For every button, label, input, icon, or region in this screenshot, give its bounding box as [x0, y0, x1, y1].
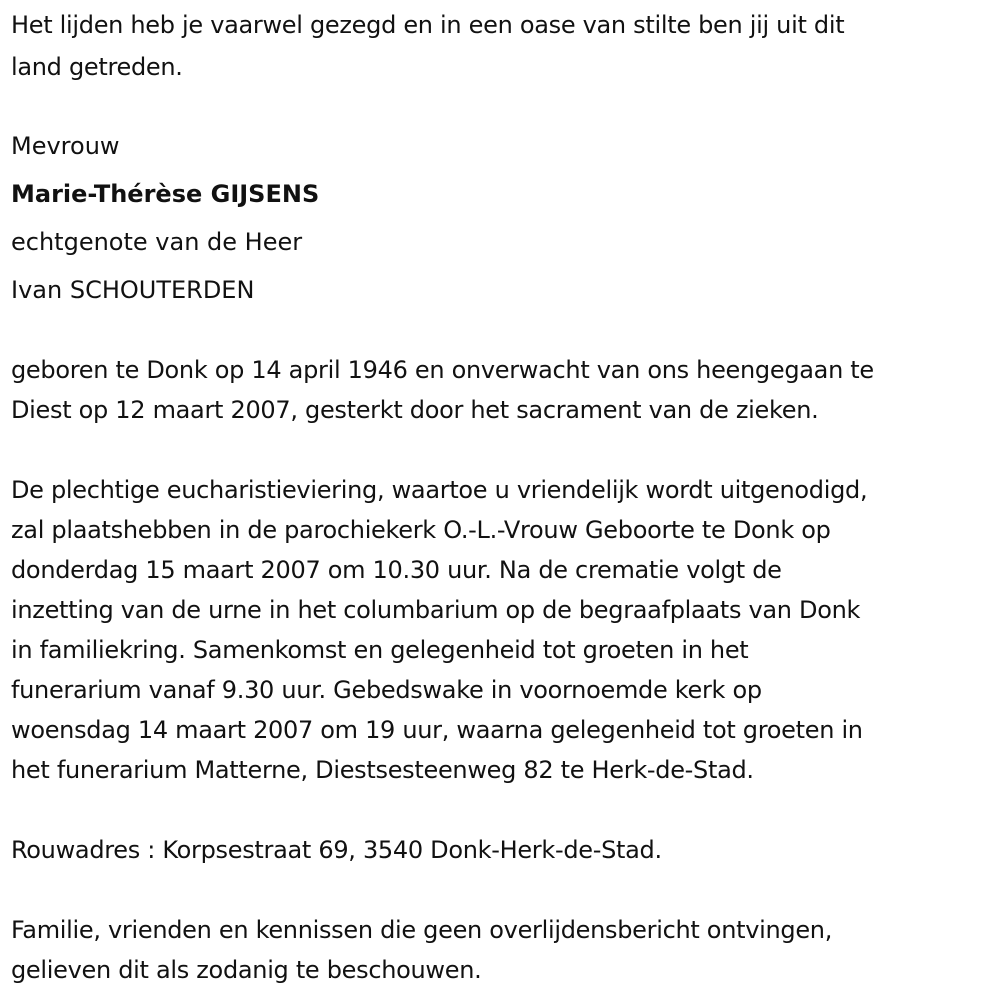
closing-line: Familie, vrienden en kennissen die geen overlijdensbericht ontvingen,	[11, 916, 833, 944]
birth-death-line: geboren te Donk op 14 april 1946 en onverwacht van ons heengegaan te	[11, 356, 874, 384]
deceased-name: Marie-Thérèse GIJSENS	[11, 180, 320, 208]
spouse-name: Ivan SCHOUTERDEN	[11, 276, 255, 304]
ceremony-line: woensdag 14 maart 2007 om 19 uur, waarna gelegenheid tot groeten in	[11, 716, 863, 744]
ceremony-line: donderdag 15 maart 2007 om 10.30 uur. Na de crematie volgt de	[11, 556, 782, 584]
ceremony-line: De plechtige eucharistieviering, waartoe u vriendelijk wordt uitgenodigd,	[11, 476, 868, 504]
ceremony-line: funerarium vanaf 9.30 uur. Gebedswake in voornoemde kerk op	[11, 676, 762, 704]
ceremony-line: zal plaatshebben in de parochiekerk O.-L.-Vrouw Geboorte te Donk op	[11, 516, 831, 544]
ceremony-line: het funerarium Matterne, Diestsesteenweg 82 te Herk-de-Stad.	[11, 756, 754, 784]
intro-line: Het lijden heb je vaarwel gezegd en in een oase van stilte ben jij uit dit	[11, 11, 845, 39]
closing-line: gelieven dit als zodanig te beschouwen.	[11, 956, 482, 984]
honorific-title: Mevrouw	[11, 132, 120, 160]
relation-text: echtgenote van de Heer	[11, 228, 303, 256]
ceremony-line: in familiekring. Samenkomst en gelegenheid tot groeten in het	[11, 636, 749, 664]
ceremony-line: inzetting van de urne in het columbarium op de begraafplaats van Donk	[11, 596, 861, 624]
intro-line: land getreden.	[11, 53, 183, 81]
mourning-address: Rouwadres : Korpsestraat 69, 3540 Donk-Herk-de-Stad.	[11, 836, 662, 864]
birth-death-line: Diest op 12 maart 2007, gesterkt door het sacrament van de zieken.	[11, 396, 819, 424]
